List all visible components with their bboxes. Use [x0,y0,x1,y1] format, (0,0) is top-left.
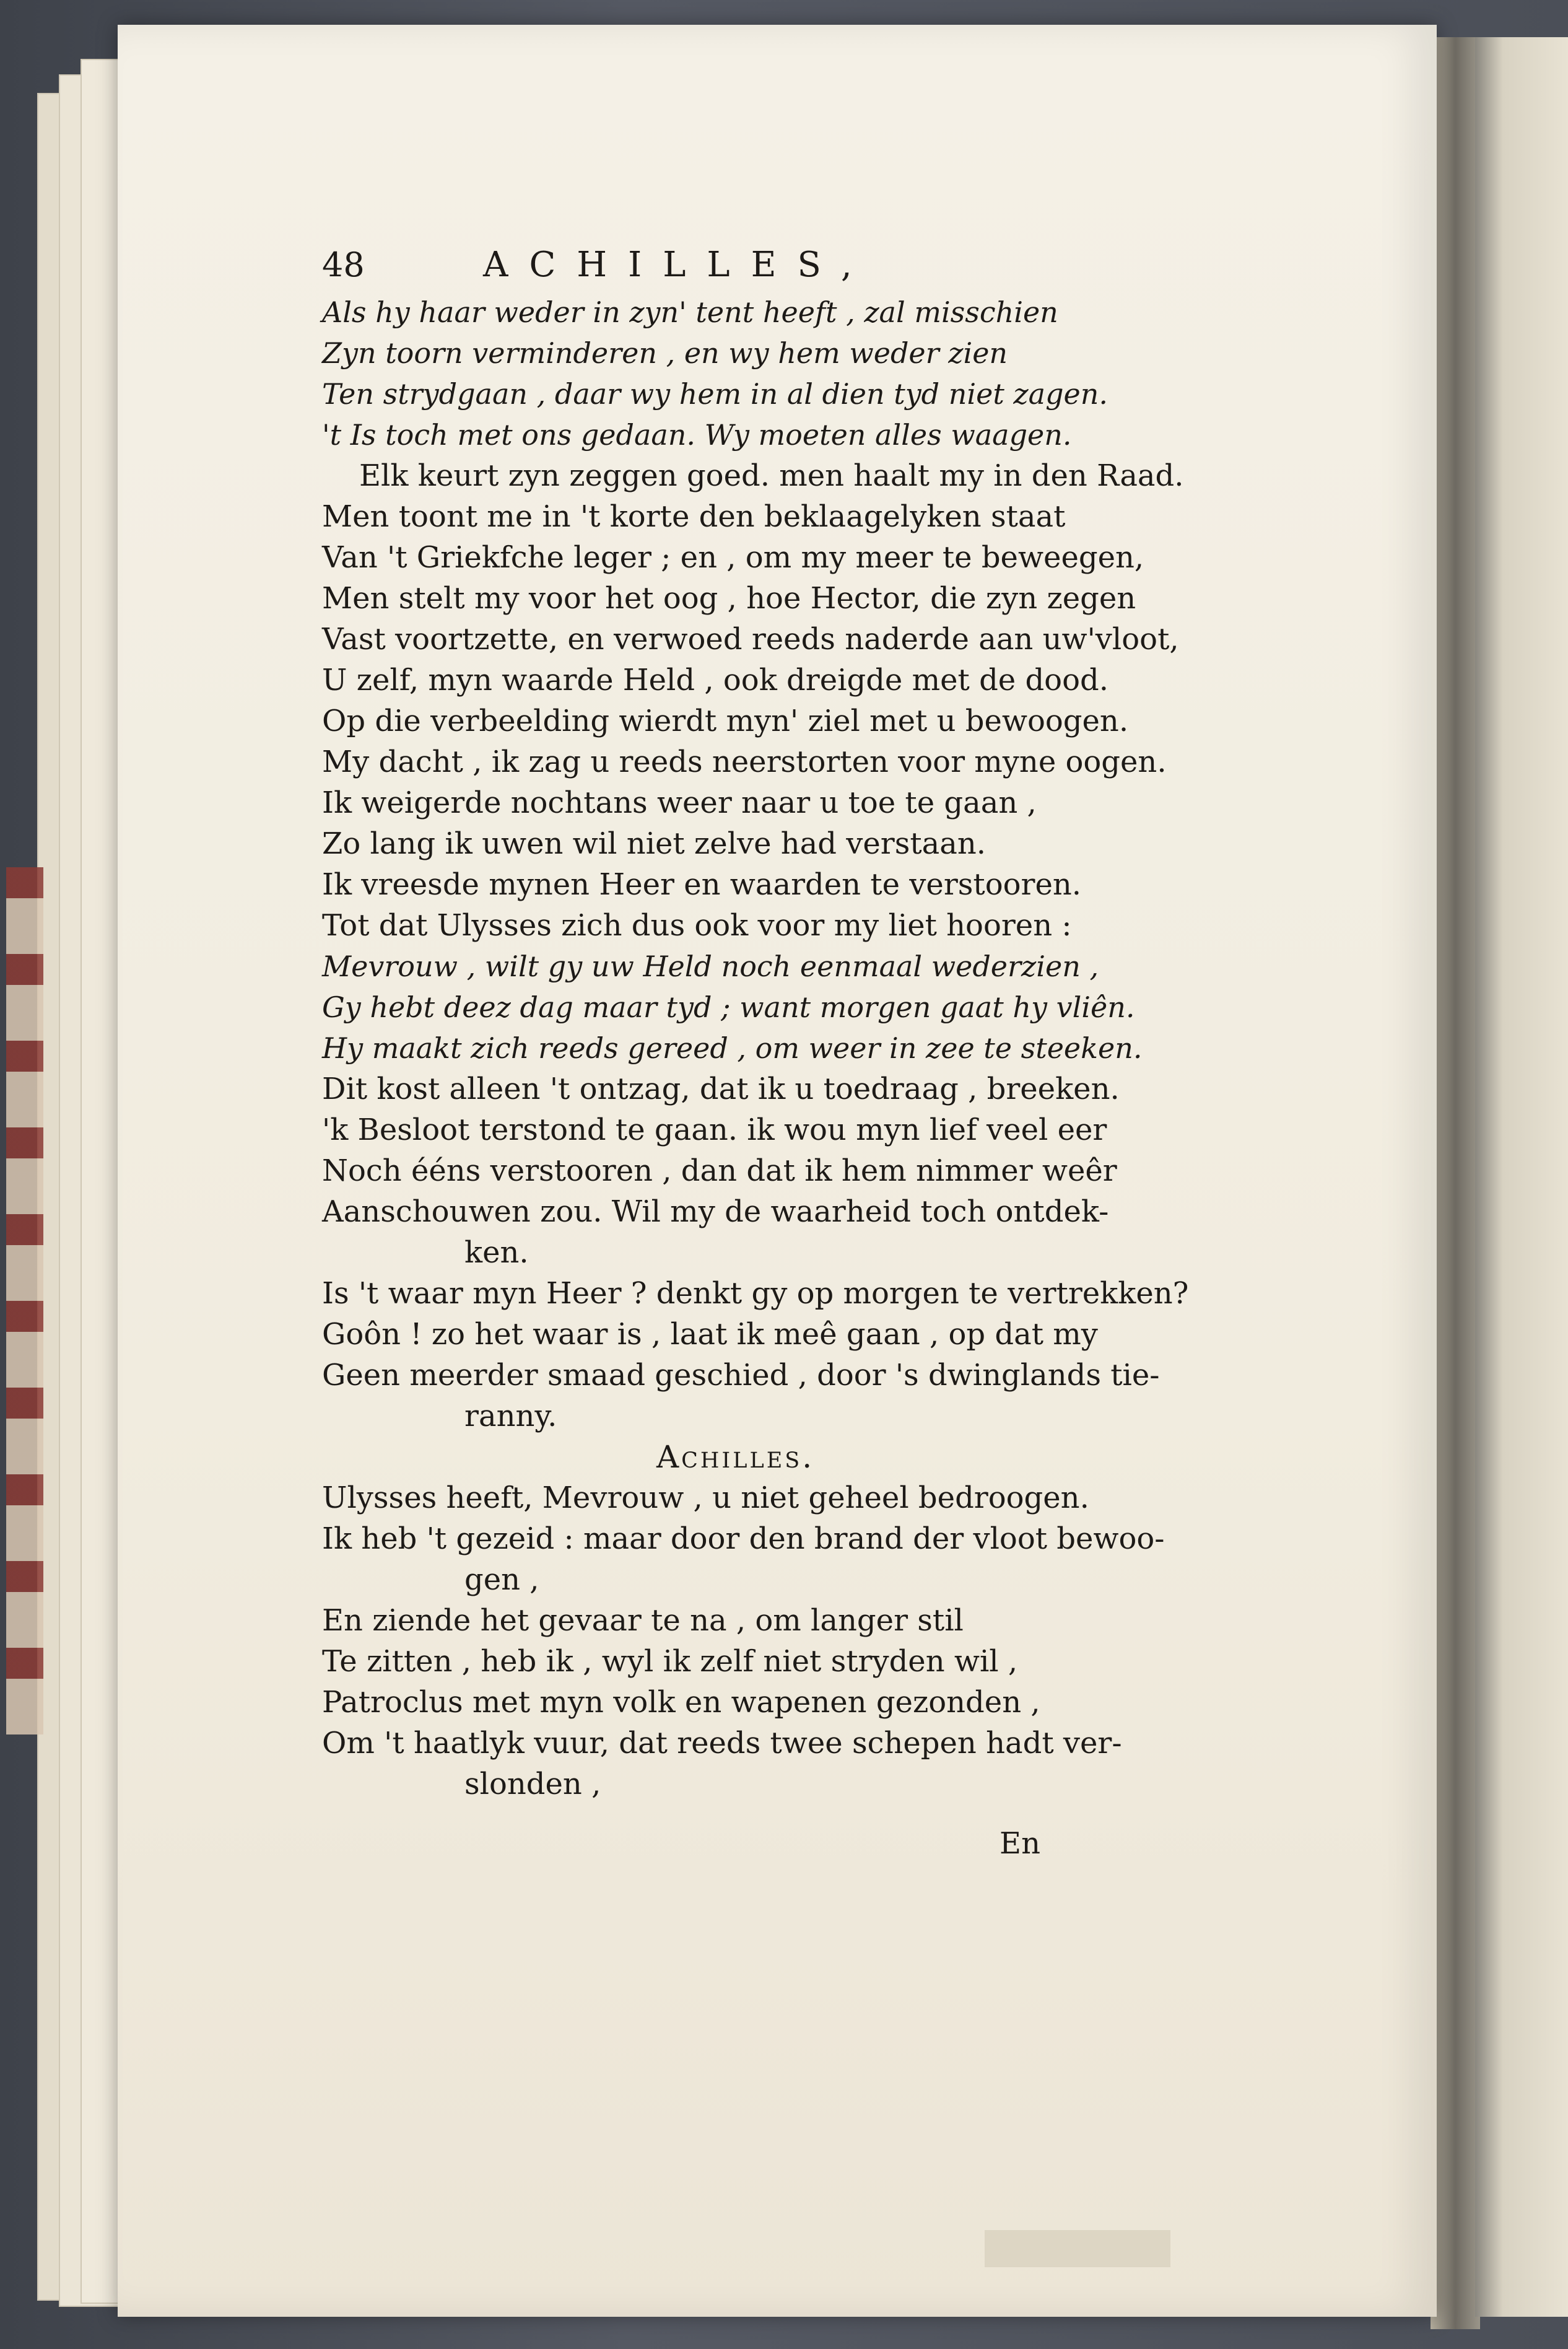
verse-line: Als hy haar weder in zyn' tent heeft , zal misschien [322,295,1058,329]
verse-line: U zelf, myn waarde Held , ook dreigde met de dood. [322,663,1108,698]
verse-lines [322,292,1375,1804]
verse-line: Zyn toorn verminderen , en wy hem weder zien [322,336,1008,370]
verse-line: Zo lang ik uwen wil niet zelve had verstaan. [322,826,987,861]
verse-line: Om 't haatlyk vuur, dat reeds twee schepen hadt ver- [322,1726,1122,1761]
verse-line: Vast voortzette, en verwoed reeds naderde aan uw'vloot, [322,622,1179,657]
verse-line: Van 't Griekfche leger ; en , om my meer te beweegen, [322,540,1144,575]
verse-line: Patroclus met myn volk en wapenen gezonden , [322,1685,1040,1720]
verse-line: Ik heb 't gezeid : maar door den brand der vloot bewoo- [322,1521,1165,1556]
verse-line: Hy maakt zich reeds gereed , om weer in zee te steeken. [322,1031,1143,1065]
verse-line: 't Is toch met ons gedaan. Wy moeten alles waagen. [322,418,1072,452]
page-stain [985,2230,1170,2267]
verse-line: Goôn ! zo het waar is , laat ik meê gaan , op dat my [322,1317,1098,1352]
speaker-heading: Achilles. [656,1439,815,1475]
verse-line: Mevrouw , wilt gy uw Held noch eenmaal wederzien , [322,950,1099,983]
verse-line: Ik vreesde mynen Heer en waarden te verstooren. [322,867,1082,902]
verse-line: Elk keurt zyn zeggen goed. men haalt my in den Raad. [359,458,1184,493]
verse-line: Ten strydgaan , daar wy hem in al dien tyd niet zagen. [322,377,1108,411]
verse-line: Op die verbeelding wierdt myn' ziel met u bewoogen. [322,704,1129,738]
verse-line: My dacht , ik zag u reeds neerstorten voor myne oogen. [322,745,1167,779]
verse-line: Men stelt my voor het oog , hoe Hector, die zyn zegen [322,581,1136,616]
verse-line: slonden , [464,1767,601,1801]
verse-line: Ulysses heeft, Mevrouw , u niet geheel bedroogen. [322,1481,1089,1515]
book-fore-edge [6,867,43,1734]
verse-line: Ik weigerde nochtans weer naar u toe te gaan , [322,785,1037,820]
verse-line: Te zitten , heb ik , wyl ik zelf niet stryden wil , [322,1644,1018,1679]
verse-line: Geen meerder smaad geschied , door 's dwinglands tie- [322,1358,1160,1393]
verse-line: Aanschouwen zou. Wil my de waarheid toch ontdek- [322,1194,1109,1229]
page-number: 48 [322,245,365,284]
running-title: ACHILLES, [483,245,873,285]
running-head [322,245,1375,286]
catchword: En [1000,1826,1040,1861]
verse-line: Gy hebt deez dag maar tyd ; want morgen gaat hy vliên. [322,991,1135,1024]
verse-line: gen , [464,1562,539,1597]
verse-line: Is 't waar myn Heer ? denkt gy op morgen te vertrekken? [322,1276,1189,1311]
verse-line: ranny. [464,1399,557,1433]
verse-line: Tot dat Ulysses zich dus ook voor my liet hooren : [322,908,1072,943]
verse-line: Noch ééns verstooren , dan dat ik hem nimmer weêr [322,1153,1117,1188]
verse-line: Dit kost alleen 't ontzag, dat ik u toedraag , breeken. [322,1072,1120,1106]
verse-line: 'k Besloot terstond te gaan. ik wou myn lief veel eer [322,1113,1107,1147]
verse-line: En ziende het gevaar te na , om langer stil [322,1603,964,1638]
verse-line: ken. [464,1235,529,1270]
verse-line: Men toont me in 't korte den beklaagelyken staat [322,499,1066,534]
facing-page [1475,37,1568,2317]
page-text [322,245,1375,1864]
book-gutter [1431,37,1480,2329]
